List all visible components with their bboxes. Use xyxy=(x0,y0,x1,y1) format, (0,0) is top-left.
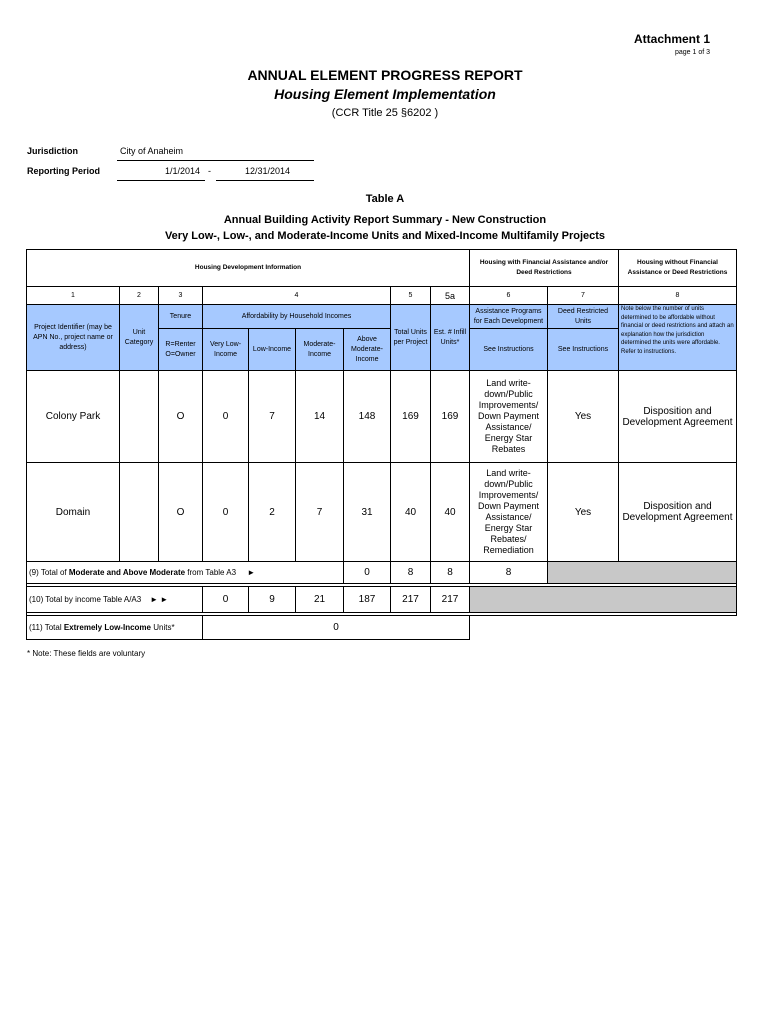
total-11-prefix: (11) Total xyxy=(29,623,62,632)
deed-restricted: Yes xyxy=(548,371,619,463)
project-name: Domain xyxy=(27,463,120,562)
total-9-above-moderate: 0 xyxy=(344,562,391,584)
col-number-6: 6 xyxy=(470,287,548,305)
period-end-underline xyxy=(216,180,314,181)
col8-note: Note below the number of units determined to be affordable without financial or deed restrictions and attach an explanation how the jurisdiction determined the units were affordable. Refer to instructions. xyxy=(619,305,737,371)
col-number-1: 1 xyxy=(27,287,120,305)
total-9-bold: Moderate and Above Moderate xyxy=(68,568,186,577)
table-row xyxy=(27,371,737,463)
tenure-header: Tenure xyxy=(159,305,203,329)
col-number-5: 5 xyxy=(391,287,431,305)
tenure: O xyxy=(159,463,203,562)
see-instructions-7: See Instructions xyxy=(548,329,619,371)
without-financial-header: Housing without Financial Assistance or Deed Restrictions xyxy=(619,250,737,287)
column-number-row xyxy=(27,287,737,305)
arrow-icon: ► xyxy=(247,568,256,577)
above-moderate-income: 31 xyxy=(344,463,391,562)
total-10-low: 9 xyxy=(249,587,296,613)
table-a xyxy=(26,249,737,640)
affordability-header: Affordability by Household Incomes xyxy=(203,305,391,329)
total-11-blank xyxy=(470,616,737,640)
total-units-header: Total Units per Project xyxy=(391,305,431,371)
col-number-5a: 5a xyxy=(431,287,470,305)
col-number-8: 8 xyxy=(619,287,737,305)
financial-header: Housing with Financial Assistance and/or Deed Restrictions xyxy=(470,250,619,287)
ccr-reference: (CCR Title 25 §6202 ) xyxy=(331,107,439,119)
col-number-2: 2 xyxy=(120,287,159,305)
above-moderate-income: 148 xyxy=(344,371,391,463)
total-10-moderate: 21 xyxy=(296,587,344,613)
moderate-income: 14 xyxy=(296,371,344,463)
col-number-4: 4 xyxy=(203,287,391,305)
infill-units: 40 xyxy=(431,463,470,562)
unit-category xyxy=(120,463,159,562)
total-10-text: (10) Total by income Table A/A3 xyxy=(29,595,142,604)
col-number-3: 3 xyxy=(159,287,203,305)
total-9-prefix: (9) Total of xyxy=(29,568,67,577)
table-subtitle-2: Very Low-, Low-, and Moderate-Income Units and Mixed-Income Multifamily Projects xyxy=(164,230,606,242)
very-low-income: 0 xyxy=(203,371,249,463)
tenure: O xyxy=(159,371,203,463)
period-end: 12/31/2014 xyxy=(244,166,290,176)
jurisdiction-label: Jurisdiction xyxy=(27,146,79,156)
infill-units-header: Est. # Infill Units* xyxy=(431,305,470,371)
moderate-income: 7 xyxy=(296,463,344,562)
total-11-bold: Extremely Low-Income xyxy=(63,623,151,632)
without-financial-assistance: Disposition and Development Agreement xyxy=(619,371,737,463)
table-title: Table A xyxy=(365,193,405,205)
unit-category xyxy=(120,371,159,463)
jurisdiction-value: City of Anaheim xyxy=(120,146,184,156)
low-income-header: Low-Income xyxy=(249,329,296,371)
total-11-value: 0 xyxy=(203,616,470,640)
total-10-above-moderate: 187 xyxy=(344,587,391,613)
col-number-7: 7 xyxy=(548,287,619,305)
total-9-label xyxy=(27,562,344,584)
attachment-label: Attachment 1 xyxy=(633,32,710,46)
period-start-underline xyxy=(117,180,205,181)
report-subtitle: Housing Element Implementation xyxy=(274,86,496,102)
project-name: Colony Park xyxy=(27,371,120,463)
total-9-moderate: 8 xyxy=(391,562,431,584)
assistance-programs: Land write-down/Public Improvements/ Down Payment Assistance/ Energy Star Rebates/ Remediation xyxy=(470,463,548,562)
report-title: ANNUAL ELEMENT PROGRESS REPORT xyxy=(247,67,523,83)
total-units: 40 xyxy=(391,463,431,562)
low-income: 2 xyxy=(249,463,296,562)
total-10-very-low: 0 xyxy=(203,587,249,613)
without-financial-assistance: Disposition and Development Agreement xyxy=(619,463,737,562)
unit-category-header: Unit Category xyxy=(120,305,159,371)
total-11-label xyxy=(27,616,203,640)
period-dash: - xyxy=(208,166,211,176)
very-low-income-header: Very Low-Income xyxy=(203,329,249,371)
arrow-icon: ► ► xyxy=(150,595,169,604)
deed-restricted-header: Deed Restricted Units xyxy=(548,305,619,329)
infill-units: 169 xyxy=(431,371,470,463)
total-9-row xyxy=(27,562,737,584)
tenure-values-header: R=Renter O=Owner xyxy=(159,329,203,371)
see-instructions-6: See Instructions xyxy=(470,329,548,371)
above-moderate-header: Above Moderate-Income xyxy=(344,329,391,371)
total-10-total: 217 xyxy=(391,587,431,613)
housing-dev-header: Housing Development Information xyxy=(27,250,470,287)
assistance-programs-header: Assistance Programs for Each Development xyxy=(470,305,548,329)
total-10-label xyxy=(27,587,203,613)
reporting-period-label: Reporting Period xyxy=(27,166,101,176)
total-units: 169 xyxy=(391,371,431,463)
jurisdiction-underline xyxy=(117,160,314,161)
very-low-income: 0 xyxy=(203,463,249,562)
total-11-suffix: Units* xyxy=(153,623,175,632)
total-10-row xyxy=(27,587,737,613)
total-10-shaded xyxy=(470,587,737,613)
moderate-income-header: Moderate-Income xyxy=(296,329,344,371)
column-header-row-1 xyxy=(27,305,737,329)
total-11-row xyxy=(27,616,737,640)
page-number: page 1 of 3 xyxy=(674,49,710,56)
footnote: * Note: These fields are voluntary xyxy=(27,649,146,658)
table-subtitle-1: Annual Building Activity Report Summary - New Construction xyxy=(223,214,547,226)
project-identifier-header: Project Identifier (may be APN No., project name or address) xyxy=(27,305,120,371)
group-header-row xyxy=(27,250,737,287)
assistance-programs: Land write-down/Public Improvements/ Down Payment Assistance/ Energy Star Rebates xyxy=(470,371,548,463)
total-10-infill: 217 xyxy=(431,587,470,613)
period-start: 1/1/2014 xyxy=(164,166,200,176)
total-9-infill: 8 xyxy=(470,562,548,584)
deed-restricted: Yes xyxy=(548,463,619,562)
total-9-total: 8 xyxy=(431,562,470,584)
table-row xyxy=(27,463,737,562)
total-9-shaded xyxy=(548,562,737,584)
low-income: 7 xyxy=(249,371,296,463)
total-9-suffix: from Table A3 xyxy=(187,568,237,577)
